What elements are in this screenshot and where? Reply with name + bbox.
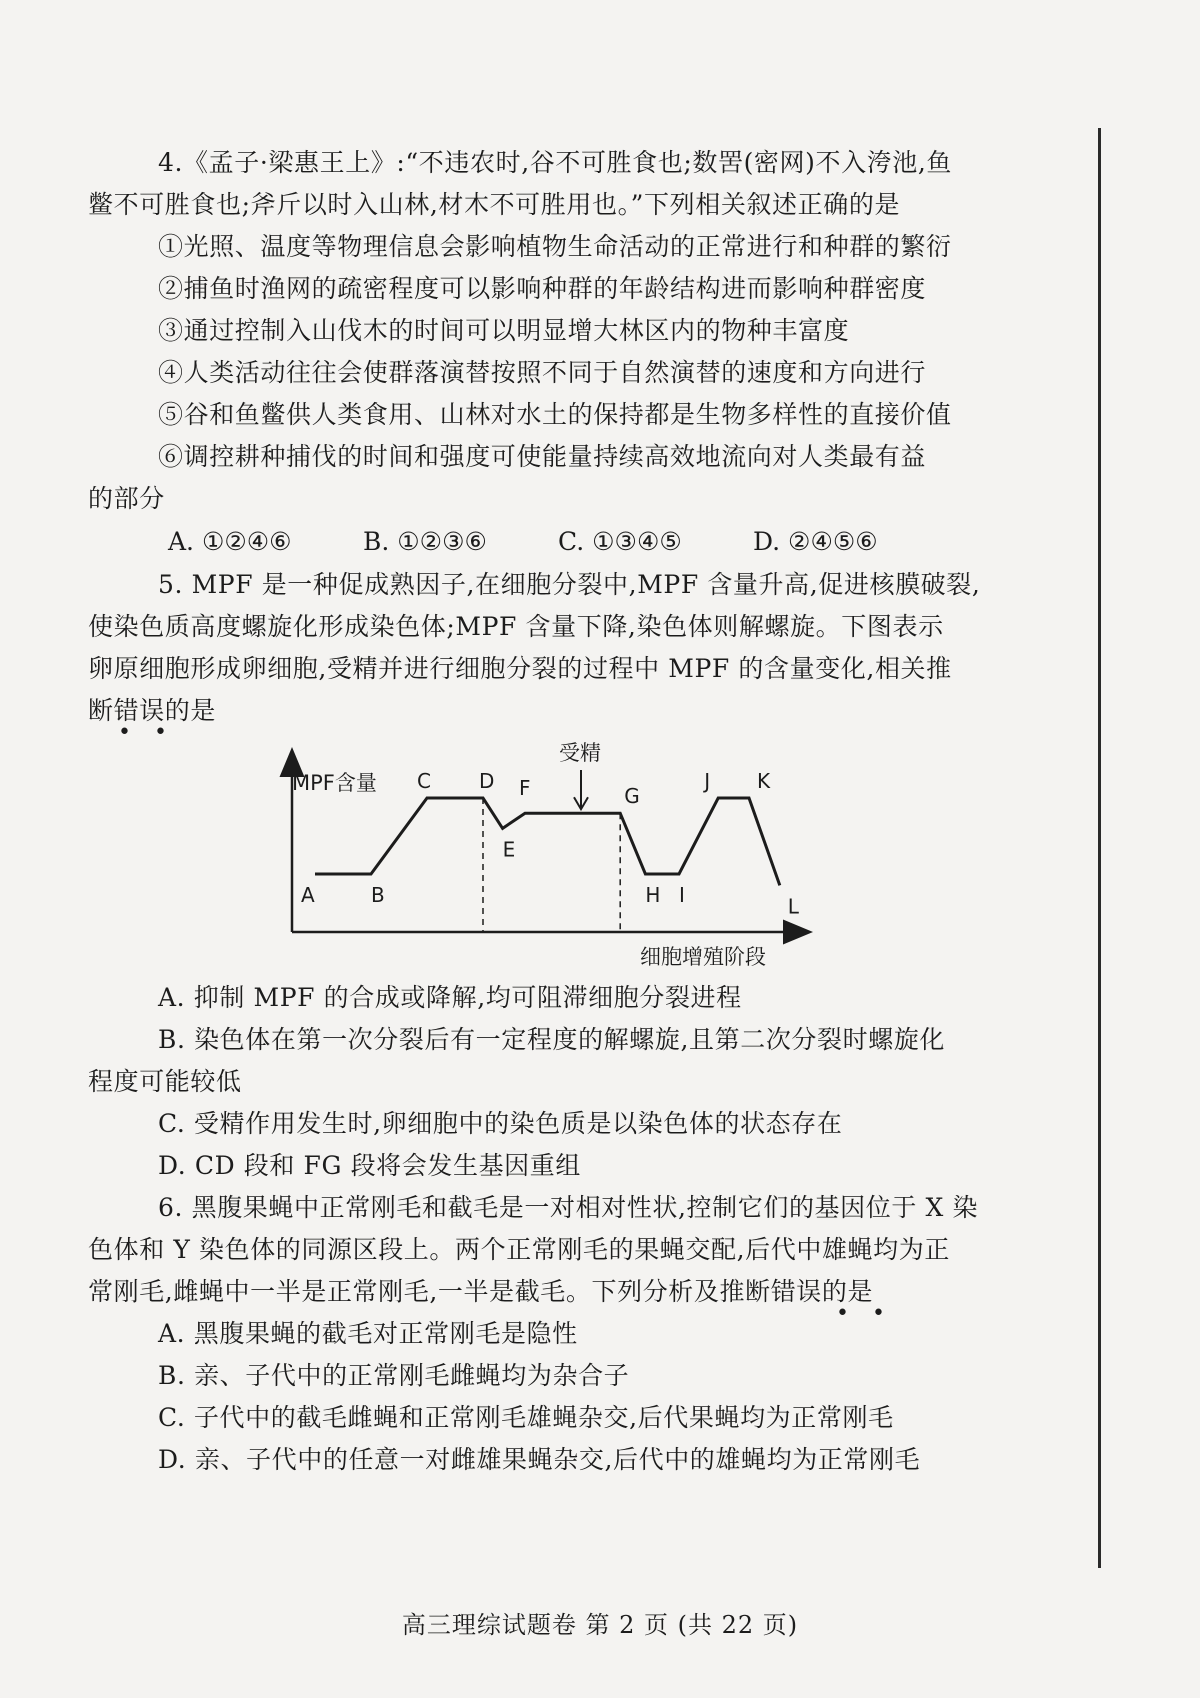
point-label-H: H: [645, 883, 661, 907]
q5-option-b-cont: 程度可能较低: [88, 1067, 242, 1096]
q4-item-6-cont: 的部分: [88, 484, 165, 513]
q5-stem-line-3: 卵原细胞形成卵细胞,受精并进行细胞分裂的过程中 MPF 的含量变化,相关推: [88, 654, 952, 683]
q5-option-d: D. CD 段和 FG 段将会发生基因重组: [158, 1151, 581, 1180]
x-axis-label: 细胞增殖阶段: [640, 945, 766, 969]
point-label-C: C: [417, 769, 431, 793]
q5-option-c: C. 受精作用发生时,卵细胞中的染色质是以染色体的状态存在: [158, 1109, 843, 1138]
mpf-chart: [0, 732, 1200, 977]
q5-options: [88, 977, 1038, 1187]
q5-stem-line-4: 断错误的是: [88, 696, 217, 725]
q6-emphasis-dots: • •: [836, 1301, 893, 1326]
q6-stem-line-2: 色体和 Y 染色体的同源区段上。两个正常刚毛的果蝇交配,后代中雄蝇均为正: [88, 1235, 950, 1264]
q4-option-c: C. ①③④⑤: [558, 527, 682, 556]
q4-item-4: ④人类活动往往会使群落演替按照不同于自然演替的速度和方向进行: [158, 358, 927, 387]
mpf-series-line: [315, 798, 780, 885]
page-footer: 高三理综试题卷 第 2 页 (共 22 页): [401, 1611, 799, 1639]
q5-stem-line-1: 5. MPF 是一种促成熟因子,在细胞分裂中,MPF 含量升高,促进核膜破裂,: [158, 570, 981, 599]
q6-option-b: B. 亲、子代中的正常刚毛雌蝇均为杂合子: [158, 1361, 630, 1390]
q5-option-a: A. 抑制 MPF 的合成或降解,均可阻滞细胞分裂进程: [158, 983, 742, 1012]
point-label-D: D: [479, 769, 495, 793]
q4-item-6: ⑥调控耕种捕伐的时间和强度可使能量持续高效地流向对人类最有益: [158, 442, 927, 471]
y-axis-label: MPF含量: [292, 771, 377, 795]
q4-option-d: D. ②④⑤⑥: [753, 527, 878, 556]
q4-item-1: ①光照、温度等物理信息会影响植物生命活动的正常进行和种群的繁衍: [158, 232, 952, 261]
point-label-I: I: [679, 883, 685, 907]
q4-stem-line-2: 鳖不可胜食也;斧斤以时入山林,材木不可胜用也。”下列相关叙述正确的是: [88, 190, 901, 219]
question-6: [88, 1187, 1038, 1481]
point-label-B: B: [371, 883, 385, 907]
exam-page: [88, 142, 1038, 1481]
q6-stem-line-3: 常刚毛,雌蝇中一半是正常刚毛,一半是截毛。下列分析及推断错误的是: [88, 1277, 874, 1306]
point-label-L: L: [787, 894, 799, 919]
q5-emphasis-dots: • •: [118, 720, 175, 745]
point-label-F: F: [519, 776, 531, 801]
q5-option-b: B. 染色体在第一次分裂后有一定程度的解螺旋,且第二次分裂时螺旋化: [158, 1025, 946, 1054]
q6-option-a: A. 黑腹果蝇的截毛对正常刚毛是隐性: [158, 1319, 578, 1348]
q4-item-3: ③通过控制入山伐木的时间可以明显增大林区内的物种丰富度: [158, 316, 850, 345]
q4-option-b: B. ①②③⑥: [363, 527, 487, 556]
mpf-chart-svg: [0, 732, 1200, 977]
q4-option-a: A. ①②④⑥: [168, 527, 292, 556]
point-label-E: E: [502, 837, 516, 862]
q4-options: [88, 520, 1038, 564]
q4-item-2: ②捕鱼时渔网的疏密程度可以影响种群的年龄结构进而影响种群密度: [158, 274, 927, 303]
point-label-G: G: [624, 784, 640, 809]
point-label-A: A: [301, 883, 315, 907]
q6-option-c: C. 子代中的截毛雌蝇和正常刚毛雄蝇杂交,后代果蝇均为正常刚毛: [158, 1403, 894, 1432]
point-label-J: J: [704, 769, 711, 793]
q6-option-d: D. 亲、子代中的任意一对雌雄果蝇杂交,后代中的雄蝇均为正常刚毛: [158, 1445, 921, 1474]
fertilization-label: 受精: [559, 741, 601, 765]
question-5: [88, 564, 1038, 745]
q6-stem-line-1: 6. 黑腹果蝇中正常刚毛和截毛是一对相对性状,控制它们的基因位于 X 染: [158, 1193, 979, 1222]
q4-stem-line-1: 4.《孟子·梁惠王上》:“不违农时,谷不可胜食也;数罟(密网)不入洿池,鱼: [158, 148, 953, 177]
point-label-K: K: [757, 769, 771, 793]
q4-item-5: ⑤谷和鱼鳖供人类食用、山林对水土的保持都是生物多样性的直接价值: [158, 400, 952, 429]
q5-stem-line-2: 使染色质高度螺旋化形成染色体;MPF 含量下降,染色体则解螺旋。下图表示: [88, 612, 944, 641]
mpf-plot-area: [301, 741, 800, 932]
question-4: [88, 142, 1038, 564]
